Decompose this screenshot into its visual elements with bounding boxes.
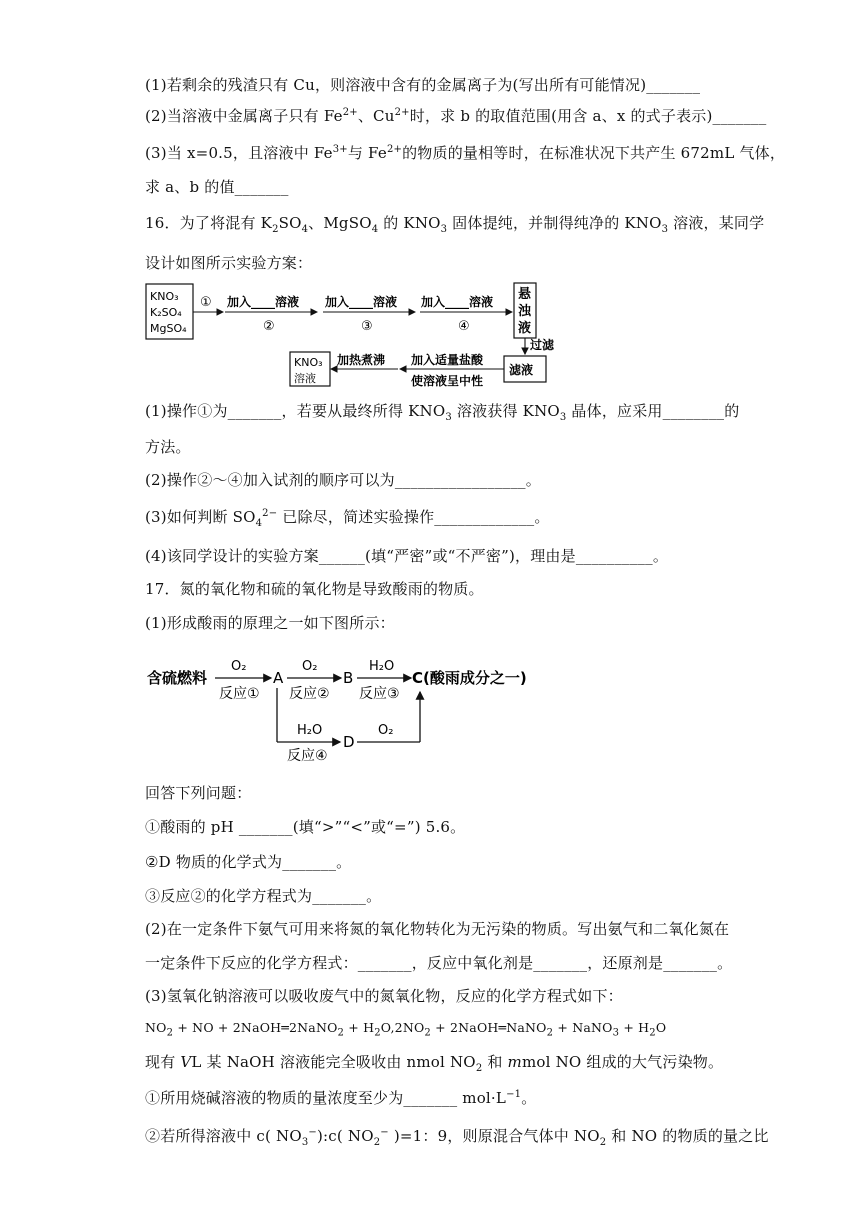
- h2o-label-2: H₂O: [297, 723, 323, 738]
- reaction3-label: 反应③: [359, 686, 400, 702]
- q16-stem: 16．为了将混有 $K_2SO_4$、MgSO$_4$ 的 $KNO_3$ 固体提纯，并制得纯净的 $KNO_3$ 溶液，某同学: [145, 214, 765, 235]
- filtrate-label: 滤液: [509, 363, 534, 377]
- node-a: A: [273, 669, 284, 687]
- node-c: C(酸雨成分之一): [412, 669, 527, 687]
- q16-part1: (1)操作①为_______，若要从最终所得 $KNO_3$ 溶液获得 $KNO_3$ 晶体，应采用________的: [145, 402, 740, 423]
- step3-label: ③: [361, 319, 373, 334]
- start-box-line3: MgSO₄: [150, 322, 187, 335]
- q17-part2: (2)在一定条件下氨气可用来将氮的氧化物转化为无污染的物质。写出氨气和二氧化氮在: [145, 920, 730, 938]
- step4-label: ④: [458, 319, 470, 334]
- q15-part3: (3)当 x=0.5，且溶液中 $Fe^{3+}$与 $Fe^{2+}$的物质的量相等时，在标准状况下共产生 672mL 气体，: [145, 144, 786, 162]
- q17-prompt: 回答下列问题：: [145, 784, 252, 802]
- step2-label: ②: [263, 319, 275, 334]
- node-d: D: [343, 733, 355, 751]
- add-reagent-label-2: 加入____溶液: [227, 295, 300, 309]
- q17-1-ii: ②D 物质的化学式为_______。: [145, 853, 352, 871]
- end-box-line2: 溶液: [294, 372, 316, 385]
- q17-1-i: ①酸雨的 pH _______(填“>”“<”或“=”) 5.6。: [145, 818, 466, 836]
- q16-stem-cont: 设计如图所示实验方案：: [145, 254, 313, 272]
- q17-equations: $NO_2$ + NO + 2NaOH═2NaNO$_2$ + $H_2O,2NO_2$ + 2NaOH═NaNO$_2$ + NaNO$_3$ + $H_2O$: [145, 1020, 667, 1039]
- q15-part2: (2)当溶液中金属离子只有 $Fe^{2+}$、$Cu^{2+}$时，求 b 的取值范围(用含 a、x 的式子表示)_______: [145, 107, 767, 125]
- start-box-line2: K₂SO₄: [150, 306, 182, 319]
- purification-flow-diagram: [145, 282, 565, 392]
- q17-3-ii: ②若所得溶液中 c( $NO_3^-):c$( $NO_2^-$ )=1：9，则原混合气体中 $NO_2$ 和 NO 的物质的量之比: [145, 1127, 769, 1148]
- suspension-char1: 悬: [518, 287, 532, 302]
- node-b: B: [343, 669, 354, 687]
- o2-label-2: O₂: [302, 659, 318, 674]
- q16-part2: (2)操作②～④加入试剂的顺序可以为_________________。: [145, 471, 541, 489]
- reaction4-label: 反应④: [287, 748, 328, 764]
- add-reagent-label-3: 加入____溶液: [325, 295, 398, 309]
- q17-stem: 17．氮的氧化物和硫的氧化物是导致酸雨的物质。: [145, 580, 484, 598]
- q17-part1: (1)形成酸雨的原理之一如下图所示：: [145, 614, 395, 632]
- acid-label-1: 加入适量盐酸: [411, 353, 484, 367]
- step1-label: ①: [200, 295, 212, 310]
- reaction1-label: 反应①: [219, 686, 260, 702]
- q16-part1-cont: 方法。: [145, 438, 191, 456]
- end-box-line1: KNO₃: [294, 356, 323, 369]
- reaction2-label: 反应②: [289, 686, 330, 702]
- suspension-char3: 液: [518, 321, 532, 336]
- q15-part3-cont: 求 a、b 的值_______: [145, 178, 289, 196]
- q17-3-i: ①所用烧碱溶液的物质的量浓度至少为_______ $mol\cdot L^{-1}$。: [145, 1089, 537, 1107]
- q17-part3-context: 现有 VL 某 NaOH 溶液能完全吸收由 nmol $NO_2$ 和 mmol NO 组成的大气污染物。: [145, 1053, 724, 1074]
- q16-part4: (4)该同学设计的实验方案______(填“严密”或“不严密”)，理由是__________。: [145, 547, 669, 565]
- o2-label-3: O₂: [378, 723, 394, 738]
- q17-part2-cont: 一定条件下反应的化学方程式：_______，反应中氧化剂是_______，还原剂是_______。: [145, 954, 733, 972]
- suspension-char2: 浊: [518, 304, 532, 319]
- acid-rain-diagram: [147, 648, 547, 766]
- q16-part3: (3)如何判断 $SO_4^{2-}$ 已除尽，简述实验操作_____________。: [145, 508, 550, 529]
- sulfur-fuel-label: 含硫燃料: [147, 669, 208, 687]
- add-reagent-label-4: 加入____溶液: [421, 295, 494, 309]
- acid-label-2: 使溶液呈中性: [411, 374, 484, 388]
- start-box-line1: KNO₃: [150, 290, 179, 303]
- q15-part1: (1)若剩余的残渣只有 Cu，则溶液中含有的金属离子为(写出所有可能情况)_______: [145, 76, 701, 94]
- filter-label: 过滤: [530, 338, 555, 352]
- q17-part3: (3)氢氧化钠溶液可以吸收废气中的氮氧化物，反应的化学方程式如下：: [145, 987, 623, 1005]
- boil-label: 加热煮沸: [337, 353, 386, 367]
- o2-label-1: O₂: [231, 659, 247, 674]
- h2o-label-1: H₂O: [369, 659, 395, 674]
- q17-1-iii: ③反应②的化学方程式为_______。: [145, 887, 382, 905]
